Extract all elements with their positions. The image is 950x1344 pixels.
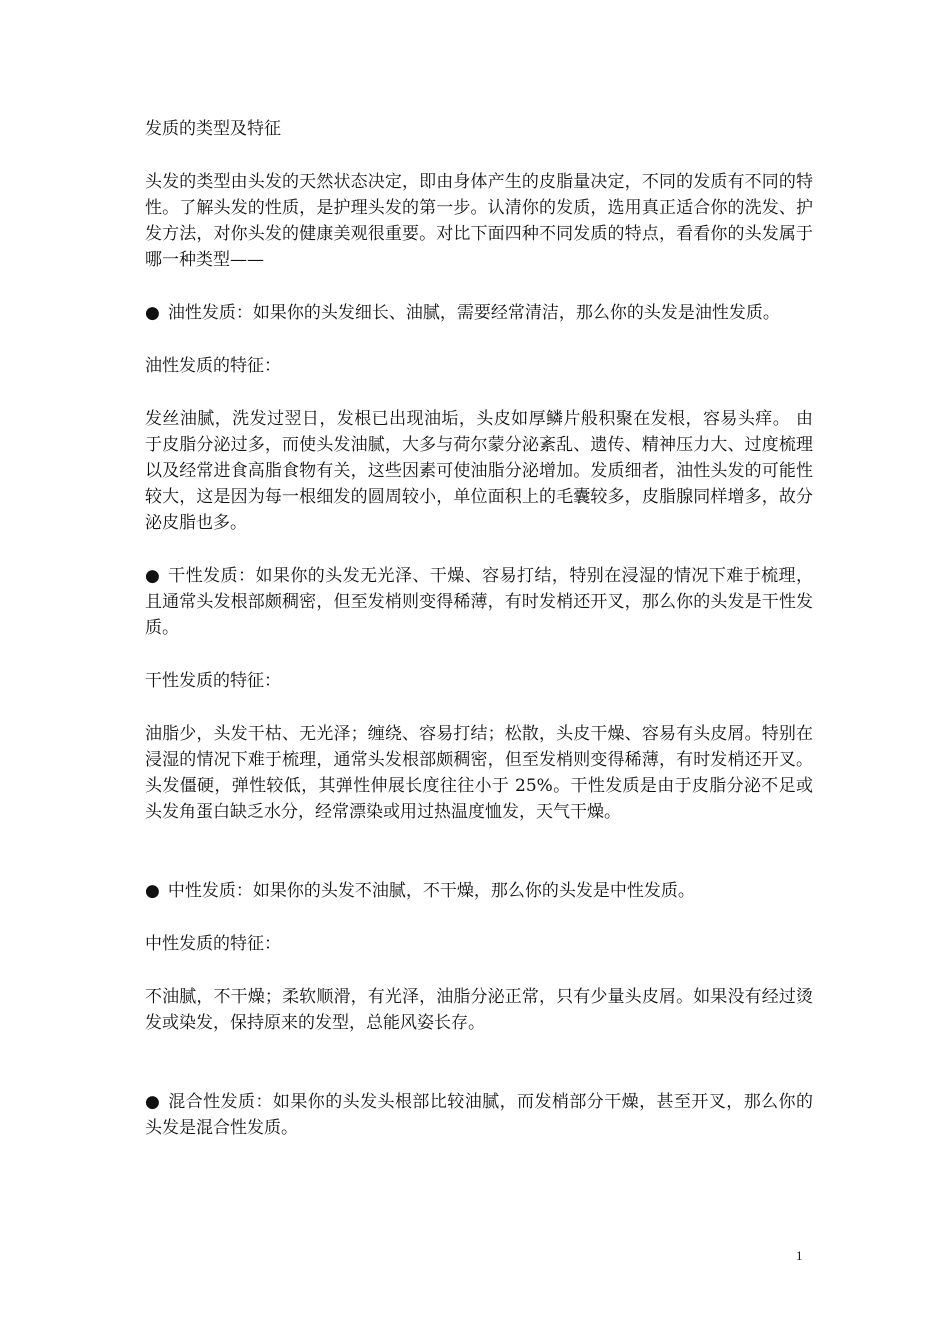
bullet-icon: ● [145,303,160,323]
page-number: 1 [796,1248,803,1263]
normal-heading: 中性发质的特征： [145,934,281,954]
oily-heading: 油性发质的特征： [145,356,281,376]
mixed-bullet [145,1089,813,1141]
oily-body: 发丝油腻，洗发过翌日，发根已出现油垢，头皮如厚鳞片般积聚在发根，容易头痒。 由于皮脂分泌过多，而使头发油腻，大多与荷尔蒙分泌紊乱、遗传、精神压力大、过度梳理以及经常进食高脂食物有关，这些因素可使油脂分泌增加。发质细者，油性头发的可能性较大，这是因为每一根细发的圆周较小，单位面积上的毛囊较多，皮脂腺同样增多，故分泌皮脂也多。 [145,409,813,533]
mixed-bullet-text: 混合性发质：如果你的头发头根部比较油腻，而发梢部分干燥，甚至开叉，那么你的头发是混合性发质。 [145,1092,813,1138]
normal-bullet [145,878,813,904]
oily-bullet-text: 油性发质：如果你的头发细长、油腻，需要经常清洁，那么你的头发是油性发质。 [167,303,780,323]
normal-body: 不油腻，不干燥；柔软顺滑，有光泽，油脂分泌正常，只有少量头皮屑。如果没有经过烫发或染发，保持原来的发型，总能风姿长存。 [145,987,813,1033]
dry-bullet [145,563,813,641]
bullet-icon: ● [145,1092,160,1112]
bullet-icon: ● [145,881,160,901]
oily-bullet [145,300,813,326]
document-page [145,116,813,1141]
bullet-icon: ● [145,566,160,586]
intro-paragraph: 头发的类型由头发的天然状态决定，即由身体产生的皮脂量决定，不同的发质有不同的特性。了解头发的性质，是护理头发的第一步。认清你的发质，选用真正适合你的洗发、护发方法，对你头发的健康美观很重要。对比下面四种不同发质的特点，看看你的头发属于哪一种类型—— [145,172,813,270]
dry-body: 油脂少，头发干枯、无光泽；缠绕、容易打结；松散，头皮干燥、容易有头皮屑。特别在浸湿的情况下难于梳理，通常头发根部颇稠密，但至发梢则变得稀薄，有时发梢还开叉。头发僵硬，弹性较低，其弹性伸展长度往往小于 25%。干性发质是由于皮脂分泌不足或头发角蛋白缺乏水分，经常漂染或用过热温度恤发，天气干燥。 [145,724,813,822]
normal-bullet-text: 中性发质：如果你的头发不油腻，不干燥，那么你的头发是中性发质。 [167,881,695,901]
dry-heading: 干性发质的特征： [145,671,281,691]
dry-bullet-text: 干性发质：如果你的头发无光泽、干燥、容易打结，特别在浸湿的情况下难于梳理，且通常头发根部颇稠密，但至发梢则变得稀薄，有时发梢还开叉，那么你的头发是干性发质。 [145,566,813,638]
document-title: 发质的类型及特征 [145,119,281,139]
